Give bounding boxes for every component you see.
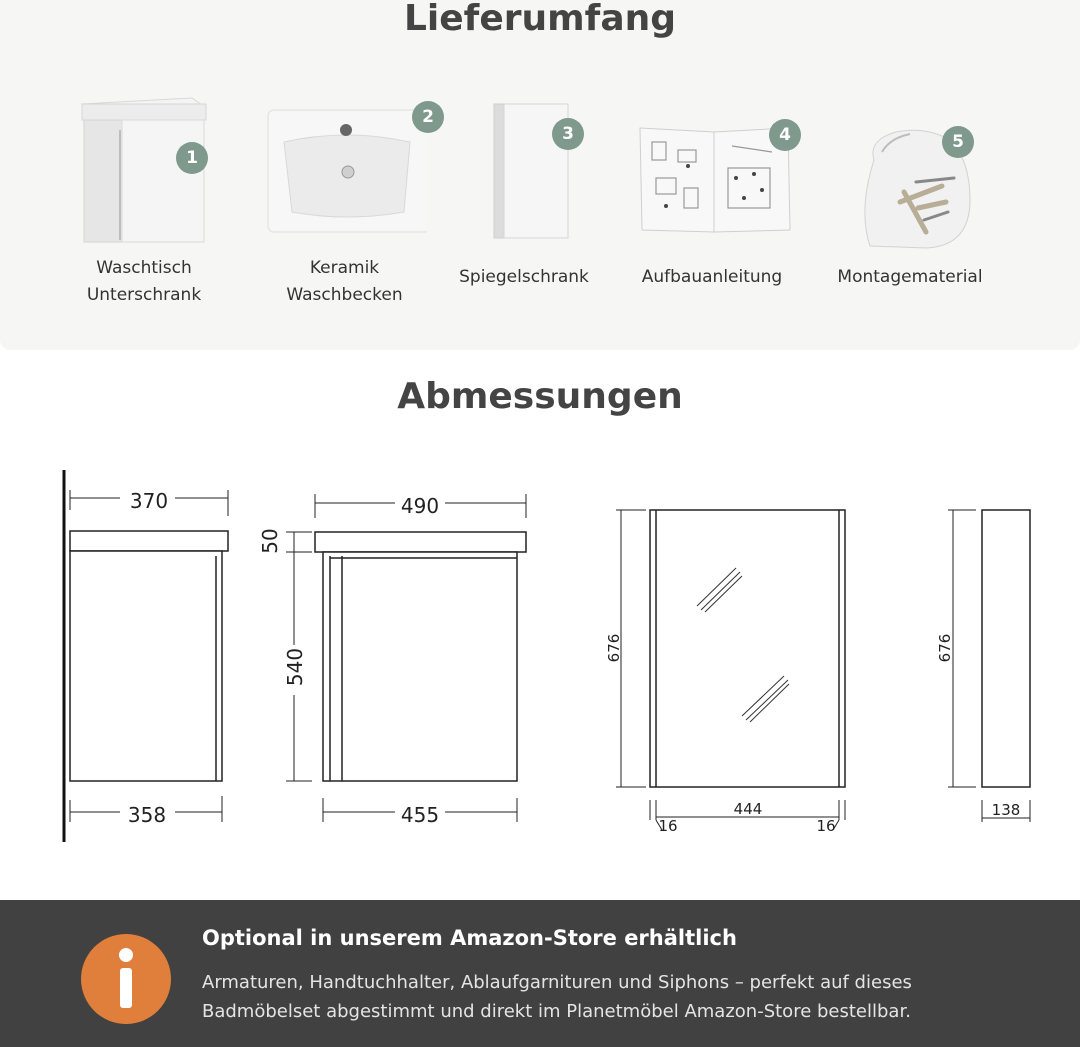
item-caption-line1: Montagematerial bbox=[837, 267, 983, 287]
mirror-right-edge: 16 bbox=[816, 817, 836, 835]
mirror-front-height: 676 bbox=[605, 633, 623, 663]
mirror-side-depth: 138 bbox=[991, 801, 1021, 819]
mirror-front-drawing bbox=[650, 510, 845, 787]
mirror-front-width: 444 bbox=[733, 800, 763, 818]
mirror-left-edge: 16 bbox=[658, 817, 678, 835]
item-number-badge: 1 bbox=[176, 142, 208, 174]
info-text bbox=[202, 968, 1022, 1026]
item-caption-line1: Waschtisch bbox=[96, 258, 192, 278]
delivery-item-mirror-cabinet bbox=[458, 90, 590, 320]
front-view-drawing bbox=[315, 532, 526, 781]
item-caption-line2: Waschbecken bbox=[286, 285, 403, 305]
mirror-side-drawing bbox=[982, 510, 1030, 787]
delivery-item-manual bbox=[632, 90, 792, 320]
side-view-drawing bbox=[70, 531, 228, 781]
info-text-line2: Badmöbelset abgestimmt und direkt im Planetmöbel Amazon-Store bestellbar. bbox=[202, 1001, 911, 1022]
dimension-drawings bbox=[0, 440, 1080, 860]
hardware-bag-icon bbox=[830, 90, 990, 250]
front-top-width: 490 bbox=[400, 494, 440, 518]
front-cabinet-height: 540 bbox=[283, 647, 307, 687]
item-caption-line1: Keramik bbox=[309, 258, 380, 278]
info-text-line1: Armaturen, Handtuchhalter, Ablaufgarnituren und Siphons – perfekt auf dieses bbox=[202, 972, 912, 993]
info-banner bbox=[0, 900, 1080, 1047]
item-caption-line1: Aufbauanleitung bbox=[641, 267, 783, 287]
mirror-side-height: 676 bbox=[936, 633, 954, 663]
front-sink-height: 50 bbox=[258, 528, 282, 554]
delivery-item-vanity bbox=[64, 90, 224, 320]
item-number-badge: 3 bbox=[552, 118, 584, 150]
info-icon bbox=[81, 934, 171, 1024]
item-caption-line1: Spiegelschrank bbox=[459, 267, 589, 287]
manual-icon bbox=[632, 90, 792, 250]
item-number-badge: 5 bbox=[942, 126, 974, 158]
front-bottom-width: 455 bbox=[400, 803, 440, 827]
delivery-item-sink bbox=[262, 90, 434, 320]
ceramic-sink-icon bbox=[262, 90, 427, 250]
dimensions-title: Abmessungen bbox=[397, 376, 683, 417]
item-number-badge: 4 bbox=[769, 119, 801, 151]
item-caption-line2: Unterschrank bbox=[86, 285, 202, 305]
mirror-cabinet-icon bbox=[458, 90, 590, 250]
side-top-width: 370 bbox=[129, 489, 169, 513]
delivery-item-hardware bbox=[830, 90, 990, 320]
info-heading: Optional in unserem Amazon-Store erhältlich bbox=[202, 926, 737, 950]
side-bottom-width: 358 bbox=[127, 803, 167, 827]
delivery-title: Lieferumfang bbox=[403, 0, 677, 39]
item-number-badge: 2 bbox=[412, 101, 444, 133]
